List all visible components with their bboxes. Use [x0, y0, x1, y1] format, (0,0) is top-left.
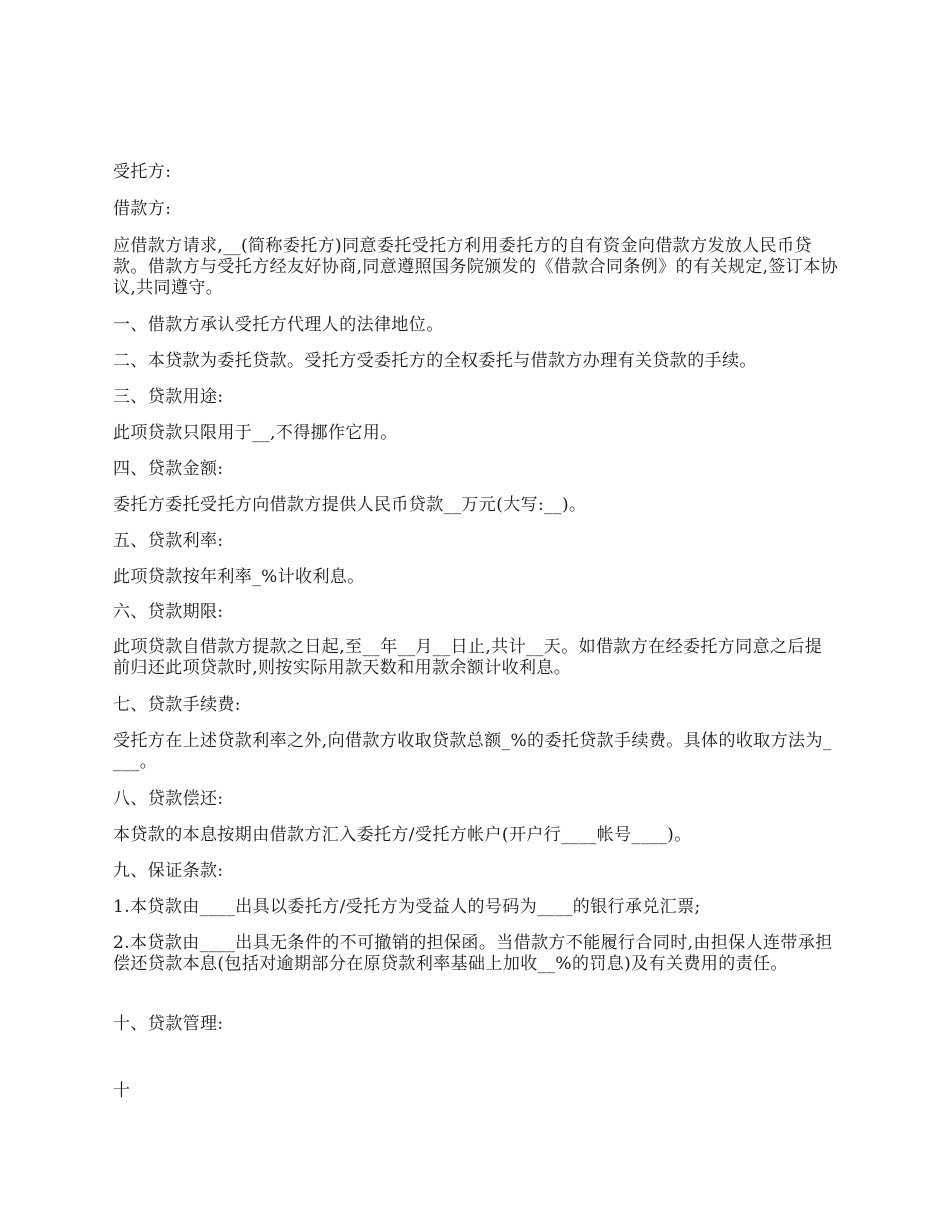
clause-1: 一、借款方承认受托方代理人的法律地位。 — [113, 315, 444, 335]
clause-3-body: 此项贷款只限用于__,不得挪作它用。 — [113, 423, 398, 443]
clause-7-heading: 七、贷款手续费: — [113, 695, 241, 715]
party-trustee-label: 受托方: — [113, 162, 172, 182]
clause-11-fragment: 十 — [113, 1081, 131, 1101]
clause-5-heading: 五、贷款利率: — [113, 531, 224, 551]
clause-9-item-2: 2.本贷款由____出具无条件的不可撤销的担保函。当借款方不能履行合同时,由担保人连带承担偿还贷款本息(包括对逾期部分在原贷款利率基础上加收__%的罚息)及有关费用的责任。 — [113, 933, 833, 974]
clause-4-body: 委托方委托受托方向借款方提供人民币贷款__万元(大写:__)。 — [113, 495, 587, 515]
clause-9-heading: 九、保证条款: — [113, 861, 224, 881]
clause-4-heading: 四、贷款金额: — [113, 459, 224, 479]
clause-7-body: 受托方在上述贷款利率之外,向借款方收取贷款总额_%的委托贷款手续费。具体的收取方法为____。 — [113, 731, 832, 772]
party-borrower-label: 借款方: — [113, 199, 172, 219]
clause-8-heading: 八、贷款偿还: — [113, 789, 224, 809]
clause-2: 二、本贷款为委托贷款。受托方受委托方的全权委托与借款方办理有关贷款的手续。 — [113, 351, 757, 371]
clause-3-heading: 三、贷款用途: — [113, 387, 224, 407]
clause-9-item-1: 1.本贷款由____出具以委托方/受托方为受益人的号码为____的银行承兑汇票; — [113, 897, 701, 917]
clause-6-heading: 六、贷款期限: — [113, 602, 224, 622]
clause-10-heading: 十、贷款管理: — [113, 1014, 224, 1034]
clause-8-body: 本贷款的本息按期由借款方汇入委托方/受托方帐户(开户行____帐号____)。 — [113, 825, 692, 845]
preamble-paragraph: 应借款方请求,__(简称委托方)同意委托受托方利用委托方的自有资金向借款方发放人民币贷款。借款方与受托方经友好协商,同意遵照国务院颁发的《借款合同条例》的有关规定,签订本协议,共同遵守。 — [113, 236, 839, 298]
clause-5-body: 此项贷款按年利率_%计收利息。 — [113, 567, 365, 587]
clause-6-body: 此项贷款自借款方提款之日起,至__年__月__日止,共计__天。如借款方在经委托方同意之后提前归还此项贷款时,则按实际用款天数和用款余额计收利息。 — [113, 637, 823, 678]
